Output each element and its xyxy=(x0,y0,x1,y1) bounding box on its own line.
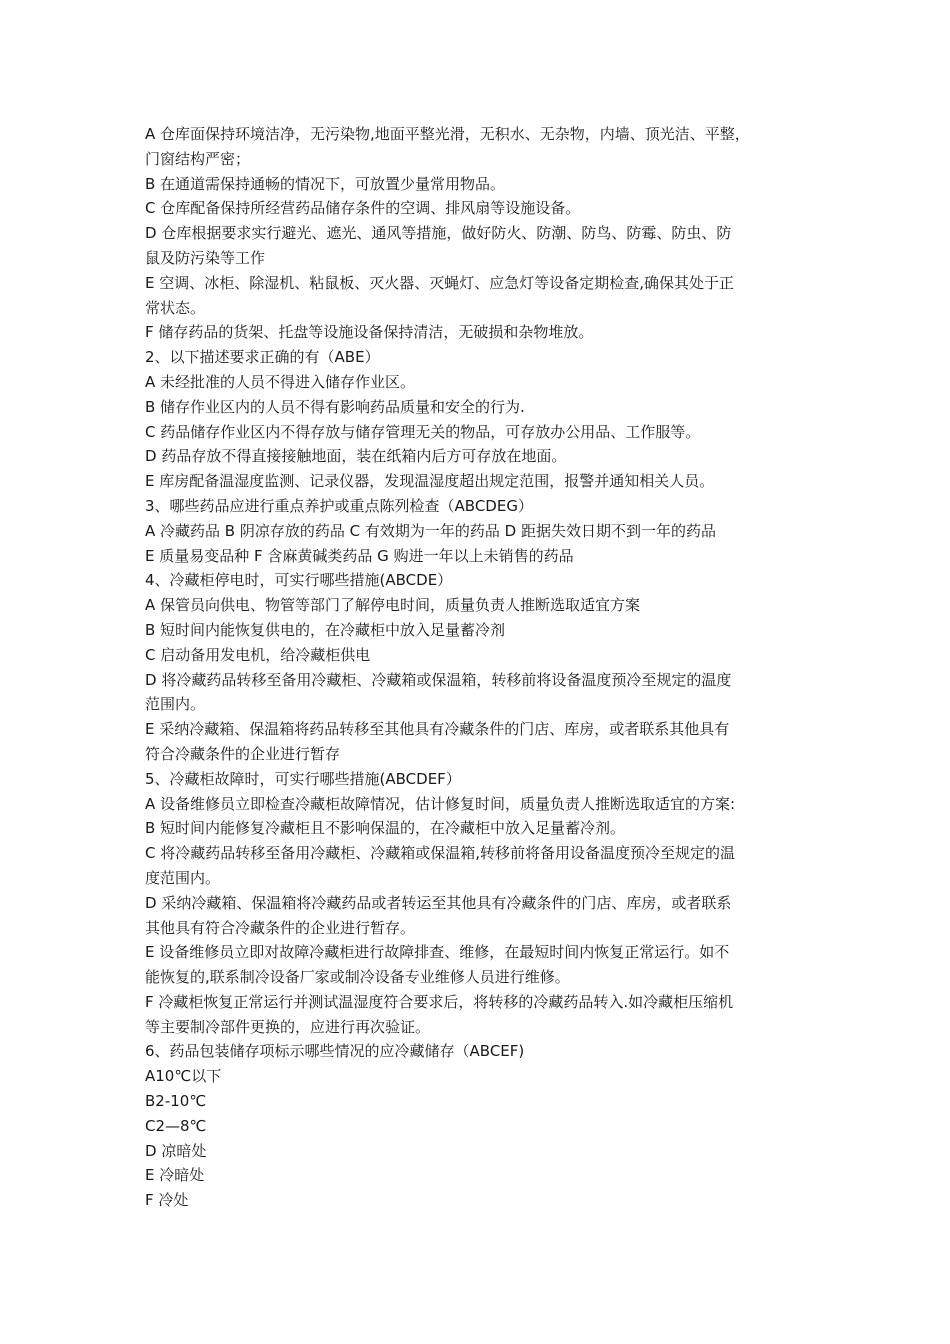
text-line: B2-10℃ xyxy=(145,1092,207,1111)
text-line: 等主要制冷部件更换的，应进行再次验证。 xyxy=(145,1017,431,1036)
question-heading: 5、冷藏柜故障时，可实行哪些措施(ABCDEF） xyxy=(145,769,461,788)
text-line: A 冷藏药品 B 阴凉存放的药品 C 有效期为一年的药品 D 距据失效日期不到一年的药品 xyxy=(145,521,716,540)
text-line: 范围内。 xyxy=(145,695,206,714)
text-line: F 储存药品的货架、托盘等设施设备保持清洁，无破损和杂物堆放。 xyxy=(145,323,594,342)
question-heading: 6、药品包装储存项标示哪些情况的应冷藏储存（ABCEF) xyxy=(145,1042,525,1061)
text-line: A 仓库面保持环境洁净，无污染物,地面平整光滑，无积水、无杂物，内墙、顶光洁、平整， xyxy=(145,125,750,143)
text-line: 度范围内。 xyxy=(145,868,221,887)
text-line: E 冷暗处 xyxy=(145,1166,205,1185)
text-line: F 冷处 xyxy=(145,1191,189,1210)
text-line: C2—8℃ xyxy=(145,1116,207,1135)
text-line: D 将冷藏药品转移至备用冷藏柜、冷藏箱或保温箱，转移前将设备温度预冷至规定的温度 xyxy=(145,670,732,689)
text-line: E 库房配备温湿度监测、记录仪器，发现温湿度超出规定范围，报警并通知相关人员。 xyxy=(145,472,715,491)
text-line: E 采纳冷藏箱、保温箱将药品转移至其他具有冷藏条件的门店、库房，或者联系其他具有 xyxy=(145,720,730,739)
text-line: 鼠及防污染等工作 xyxy=(145,248,266,267)
text-line: 常状态。 xyxy=(145,298,206,317)
question-heading: 4、冷藏柜停电时，可实行哪些措施(ABCDE） xyxy=(145,571,453,590)
text-line: A 设备维修员立即检查冷藏柜故障情况，估计修复时间，质量负责人推断选取适宜的方案: xyxy=(145,794,736,813)
text-line: 门窗结构严密； xyxy=(145,149,251,168)
text-line: E 设备维修员立即对故障冷藏柜进行故障排查、维修，在最短时间内恢复正常运行。如不 xyxy=(145,943,730,962)
text-line: A 保管员向供电、物管等部门了解停电时间，质量负责人推断选取适宜方案 xyxy=(145,596,641,615)
text-line: E 质量易变品种 F 含麻黄碱类药品 G 购进一年以上未销售的药品 xyxy=(145,546,574,565)
question-heading: 3、哪些药品应进行重点养护或重点陈列检查（ABCDEG） xyxy=(145,496,533,515)
text-line: C 药品储存作业区内不得存放与储存管理无关的物品，可存放办公用品、工作服等。 xyxy=(145,422,701,441)
text-line: A 未经批准的人员不得进入储存作业区。 xyxy=(145,372,416,391)
text-line: B 短时间内能修复冷藏柜且不影响保温的，在冷藏柜中放入足量蓄冷剂。 xyxy=(145,819,626,838)
text-line: F 冷藏柜恢复正常运行并测试温湿度符合要求后，将转移的冷藏药品转入.如冷藏柜压缩机 xyxy=(145,992,734,1011)
text-line: C 将冷藏药品转移至备用冷藏柜、冷藏箱或保温箱,转移前将备用设备温度预冷至规定的温 xyxy=(145,844,736,863)
text-line: 符合冷藏条件的企业进行暂存 xyxy=(145,744,341,763)
text-line: 能恢复的,联系制冷设备厂家或制冷设备专业维修人员进行维修。 xyxy=(145,968,570,987)
text-line: A10℃以下 xyxy=(145,1067,222,1086)
text-line: B 在通道需保持通畅的情况下，可放置少量常用物品。 xyxy=(145,174,506,193)
text-line: D 仓库根据要求实行避光、遮光、通风等措施，做好防火、防潮、防鸟、防霉、防虫、防 xyxy=(145,224,732,243)
text-line: D 凉暗处 xyxy=(145,1141,207,1160)
text-line: D 采纳冷藏箱、保温箱将冷藏药品或者转运至其他具有冷藏条件的门店、库房，或者联系 xyxy=(145,893,732,912)
text-line: B 储存作业区内的人员不得有影响药品质量和安全的行为. xyxy=(145,397,525,416)
text-line: B 短时间内能恢复供电的，在冷藏柜中放入足量蓄冷剂 xyxy=(145,620,506,639)
document-body xyxy=(145,122,810,1213)
text-line: E 空调、冰柜、除湿机、粘鼠板、灭火器、灭蝇灯、应急灯等设备定期检查,确保其处于正 xyxy=(145,273,735,292)
text-line: D 药品存放不得直接接触地面，装在纸箱内后方可存放在地面。 xyxy=(145,447,567,466)
text-line: C 仓库配备保持所经营药品储存条件的空调、排风扇等设施设备。 xyxy=(145,199,581,218)
question-heading: 2、以下描述要求正确的有（ABE） xyxy=(145,348,380,367)
text-line: C 启动备用发电机，给冷藏柜供电 xyxy=(145,645,371,664)
text-line: 其他具有符合冷藏条件的企业进行暂存。 xyxy=(145,918,416,937)
